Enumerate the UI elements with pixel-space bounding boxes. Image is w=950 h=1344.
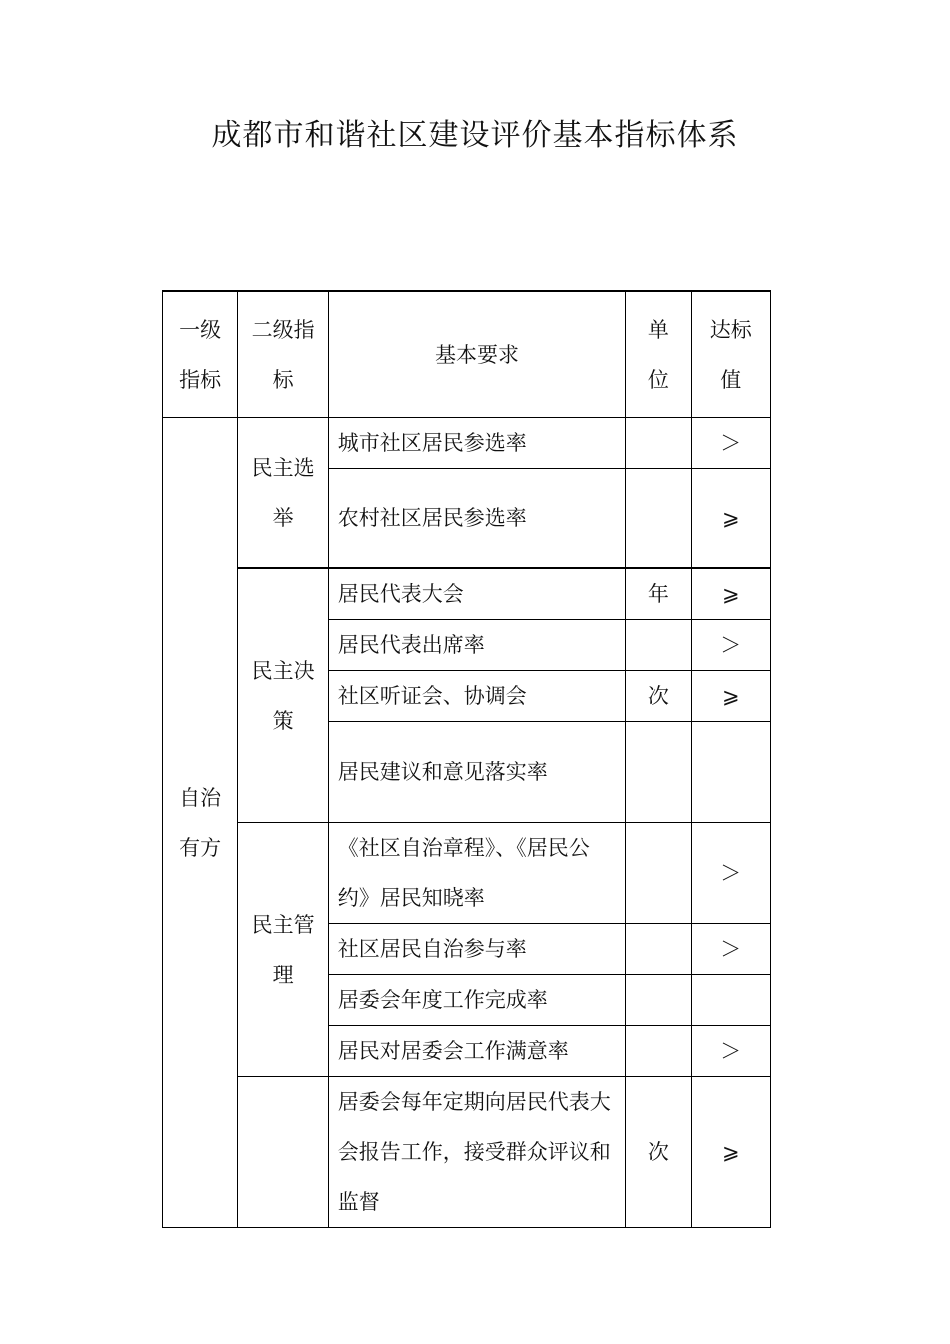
- requirement-cell: 《社区自治章程》、《居民公约》居民知晓率: [328, 823, 625, 924]
- indicator-table: [162, 290, 771, 1228]
- page-title: 成都市和谐社区建设评价基本指标体系: [211, 118, 739, 153]
- target-cell: ⩾: [691, 671, 770, 722]
- requirement-cell: 居民建议和意见落实率: [328, 722, 625, 823]
- requirement-cell: 居民对居委会工作满意率: [328, 1026, 625, 1077]
- unit-cell: 次: [626, 1077, 691, 1228]
- table-header-row: [163, 291, 771, 418]
- requirement-cell: 居民代表大会: [328, 568, 625, 620]
- requirement-cell: 居委会每年定期向居民代表大会报告工作，接受群众评议和监督: [328, 1077, 625, 1228]
- unit-cell: [626, 924, 691, 975]
- unit-cell: 次: [626, 671, 691, 722]
- target-cell: ＞: [691, 620, 770, 671]
- requirement-cell: 城市社区居民参选率: [328, 418, 625, 469]
- group-cell: 民主管理: [238, 823, 328, 1077]
- header-unit: 单位: [626, 291, 691, 418]
- header-level2: 二级指标: [238, 291, 328, 418]
- requirement-cell: 农村社区居民参选率: [328, 469, 625, 569]
- requirement-cell: 居民代表出席率: [328, 620, 625, 671]
- target-cell: ＞: [691, 924, 770, 975]
- requirement-cell: 社区居民自治参与率: [328, 924, 625, 975]
- target-cell: ＞: [691, 823, 770, 924]
- unit-cell: 年: [626, 568, 691, 620]
- unit-cell: [626, 1026, 691, 1077]
- unit-cell: [626, 722, 691, 823]
- target-cell: [691, 975, 770, 1026]
- unit-cell: [626, 823, 691, 924]
- target-cell: ＞: [691, 418, 770, 469]
- table-row: [163, 823, 771, 924]
- header-target: 达标值: [691, 291, 770, 418]
- target-cell: ⩾: [691, 469, 770, 569]
- level1-cell: 自治有方: [163, 418, 238, 1228]
- unit-cell: [626, 469, 691, 569]
- unit-cell: [626, 620, 691, 671]
- table-row: [163, 418, 771, 469]
- unit-cell: [626, 975, 691, 1026]
- target-cell: [691, 722, 770, 823]
- group-cell: 民主决策: [238, 568, 328, 823]
- requirement-cell: 居委会年度工作完成率: [328, 975, 625, 1026]
- group-cell: [238, 1077, 328, 1228]
- target-cell: ＞: [691, 1026, 770, 1077]
- group-cell: 民主选举: [238, 418, 328, 569]
- header-requirement: 基本要求: [328, 291, 625, 418]
- header-level1: 一级指标: [163, 291, 238, 418]
- requirement-cell: 社区听证会、协调会: [328, 671, 625, 722]
- table-row: [163, 568, 771, 620]
- target-cell: ⩾: [691, 1077, 770, 1228]
- target-cell: ⩾: [691, 568, 770, 620]
- unit-cell: [626, 418, 691, 469]
- table-row: [163, 1077, 771, 1228]
